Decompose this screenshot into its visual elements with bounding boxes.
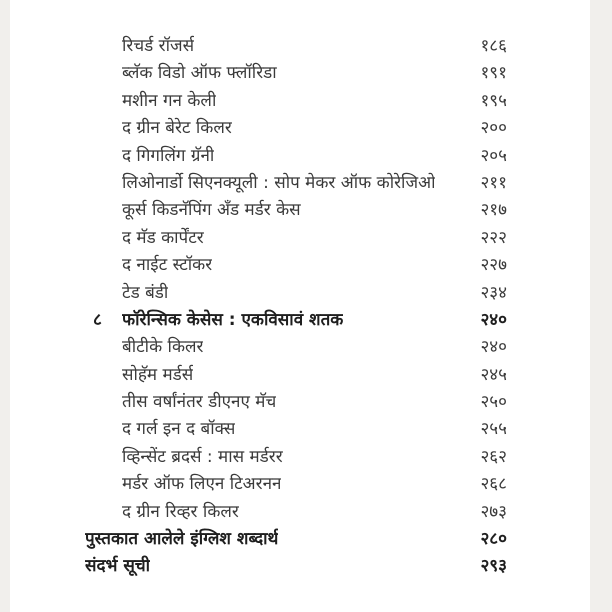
toc-entry-label: ब्लॅक विडो ऑफ फ्लॉरिडा [122,63,277,84]
toc-entry-label: मर्डर ऑफ लिएन टिअरनन [122,474,282,495]
toc-row [85,143,507,170]
toc-row [85,280,507,307]
page-right-edge-shadow [590,0,612,612]
toc-row [85,471,507,498]
toc-row [85,197,507,224]
toc-entry-label: द मॅड कार्पेंटर [122,227,204,248]
toc-page-number: २४० [480,309,507,330]
toc-entry-label: पुस्तकात आलेले इंग्लिश शब्दार्थ [85,529,279,550]
toc-entry-label: बीटीके किलर [122,337,204,358]
toc-entry-label: फॉरेन्सिक केसेस : एकविसावं शतक [122,309,344,330]
toc-row [85,334,507,361]
toc-page-number: २११ [480,172,507,193]
toc-entry-label: टेड बंडी [122,282,169,303]
toc-entry-label: संदर्भ सूची [85,556,151,577]
toc-page-number: २५५ [480,419,507,440]
toc-page-number: २६२ [480,446,507,467]
toc-row [85,170,507,197]
toc-page-number: २६८ [480,474,507,495]
toc-page-number: १८६ [480,36,507,56]
toc-page-number: १९५ [480,90,507,111]
toc-entry-label: मशीन गन केली [122,90,217,111]
toc-entry-label: द गिगलिंग ग्रॅनी [122,145,215,166]
toc-row [85,389,507,416]
toc-page-number: २०५ [480,145,507,166]
toc-page-number: १९१ [480,63,507,84]
toc-page-number: २१७ [480,200,507,221]
toc-page-number: २२७ [480,255,507,276]
toc-entry-label: कूर्स किडनॅपिंग अँड मर्डर केस [122,200,301,221]
toc-row [85,60,507,87]
toc-row [85,444,507,471]
toc-page-number: २४५ [480,364,507,385]
toc-entry-label: तीस वर्षांनंतर डीएनए मॅच [122,392,277,413]
toc-row [85,115,507,142]
toc-row [85,553,507,580]
toc-row [85,252,507,279]
toc-entry-label: द गर्ल इन द बॉक्स [122,419,236,440]
toc-page-number: २७३ [480,501,507,522]
toc-row [85,33,507,60]
toc-entry-label: लिओनार्डो सिएनक्यूली : सोप मेकर ऑफ कोरेजिओ [122,172,436,193]
toc-entry-label: द ग्रीन रिव्हर किलर [122,501,239,522]
table-of-contents [85,33,507,581]
toc-row [85,225,507,252]
toc-page-number: २९३ [480,556,507,577]
toc-row [85,307,507,334]
chapter-number: ८ [93,309,102,330]
toc-entry-label: सोहॅम मर्डर्स [122,364,194,385]
page-left-edge-shadow [0,0,10,612]
toc-page-number: २४० [480,337,507,358]
toc-row [85,362,507,389]
toc-entry-label: व्हिन्सेंट ब्रदर्स : मास मर्डरर [122,446,283,467]
toc-entry-label: द नाईट स्टॉकर [122,255,213,276]
toc-entry-label: रिचर्ड रॉजर्स [122,36,195,56]
toc-row [85,416,507,443]
toc-page-number: २२२ [480,227,507,248]
toc-row [85,88,507,115]
toc-row [85,526,507,553]
toc-page-number: २८० [480,529,507,550]
toc-entry-label: द ग्रीन बेरेट किलर [122,118,232,139]
toc-page-number: २३४ [480,282,507,303]
toc-page-number: २०० [480,118,507,139]
toc-row [85,499,507,526]
toc-page-number: २५० [480,392,507,413]
